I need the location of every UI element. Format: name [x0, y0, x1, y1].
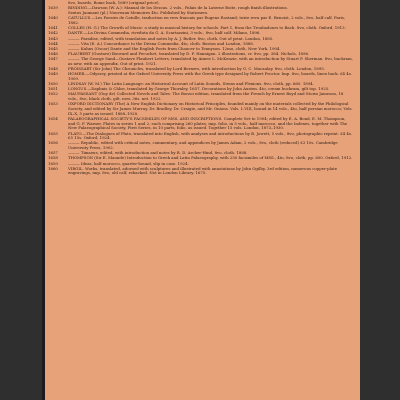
entry-text: PALAEOGRAPHICAL SOCIETY'S FACSIMILES OF MSS. AND INSCRIPTIONS. Complete Set to 1904; edited by E. A. Bond, E. M. Thompson, and G. F. Warner. Plates in series 1 and 2, each comprising 260 plates, imp. folio, in 5 vols., half morocco, and the Indexes, together with The New Palaeographical Society, First Series, in 10 parts, folio, as issued. Together 15 vols. London, 1873–1930. [68, 116, 348, 131]
entry-number: 1652 [48, 91, 58, 97]
entry-number: 1646 [48, 51, 58, 57]
entry-number: 1640 [48, 15, 58, 21]
entry-number: 1660 [48, 165, 58, 171]
catalogue-entry [48, 67, 354, 72]
entry-number: 1653 [48, 101, 58, 107]
catalogue-entry [48, 87, 354, 92]
entry-number: 1649 [48, 71, 58, 77]
catalogue-entry [48, 26, 354, 31]
catalogue-entry [48, 47, 354, 52]
catalogue-entry [48, 117, 354, 131]
entry-number: 1655 [48, 130, 58, 136]
entry-text: LONGUS.—Daphnis & Chloe, translated by George Thornley, 1657. Decorations by John Austen. 4to, cream buckram, gilt top. 1925. [68, 87, 330, 92]
entry-number: 1656 [48, 140, 58, 146]
catalogue-entry [48, 31, 354, 36]
entry-number: 1648 [48, 66, 58, 72]
entry-text: ——— Vita (E. A.) Concordance to the Divina Commedia. 4to, cloth. Boston and London, 1888. [68, 41, 254, 46]
entry-number: 1654 [48, 115, 58, 121]
entry-text: ——— Ideas, half morocco, quarter-bound, slip in case. 1924. [68, 161, 189, 166]
catalogue-entry [48, 82, 354, 87]
catalogue-entry [48, 11, 354, 16]
entry-text: ——— The George Sand—Gustave Flaubert Letters, translated by Aimee L. McKenzie, with an introduction by Stuart P. Sherman. 8vo, buckram, as new, with an appendix. Out of print. 1921. [68, 57, 353, 66]
entry-text: VIRGIL. Works, translated, adorned with sculptures and illustrated with annotations by John Ogilby, 3rd edition, numerous copper-plate engravings, imp. 8vo, old calf, rebacked. Not in London Library. 1675. [68, 166, 338, 176]
catalogue-entry [48, 6, 354, 11]
catalogue-entry [48, 132, 354, 142]
entry-number: 1658 [48, 155, 58, 161]
entry-text: PLATO.—The Dialogues of Plato, translated into English, with analyses and introductions by B. Jowett, 5 vols., 8vo, photographic reprint. £4 4s. £5 15s. Oxford, 1924. [68, 131, 353, 141]
catalogue-entry [48, 151, 354, 156]
entry-text: HOMER.—Odyssey, printed at the Oxford University Press with the Greek type designed by Robert Proctor. Imp. 8vo, boards, linen back. £4 4s. 1909. [68, 72, 352, 81]
catalogue-entry [48, 57, 354, 67]
entry-text: MAUPASSANT (Guy de) Collected Novels and Tales. The Borzoi edition, translated from the French by Ernest Boyd and Storm Jameson, 18 vols., 8vo, black cloth, gilt, new, 36s. net. 1922. [68, 92, 344, 102]
entry-text: Sextus Jaumant (pl.) Nouveaux Memoires 4to. Published by Stationers. [68, 11, 209, 16]
entry-number: 1643 [48, 35, 58, 41]
catalogue-entry [48, 92, 354, 102]
catalogue-entry [48, 156, 354, 161]
entry-text: FROISSART (Sir John) The Chronicles, translated by Lord Berners, with introduction by G. C. Macaulay. 8vo, cloth. London, 1895. [68, 67, 325, 72]
binding-gutter [42, 0, 45, 400]
entry-text: FLAUBERT (Gustave) Bouvard and Pecuchet, translated by D. F. Hannigan. 2 illustrations, cr. 8vo, pp. 384. Nichols, 1896. [68, 52, 310, 57]
entry-text: DANTE.—La Divina Commedia, riveduta da G. A. Scartazzini, 3 vols., 8vo, half calf. Milano, 1896. [68, 31, 261, 36]
entry-number: 1647 [48, 56, 58, 62]
catalogue-entry [48, 72, 354, 82]
entry-text: 8vo, boards, Rome back, 1689 (original price). [68, 1, 160, 5]
entry-text: CATULLUS.—Les Poesies de Catulle, traduction en vers francais par Eugene Rostand; texte revu par E. Benoist, 2 vols., 8vo, half calf. Paris, 1882. [68, 16, 346, 26]
catalogue-entry [48, 162, 354, 167]
entry-number: 1651 [48, 86, 58, 92]
catalogue-entry [48, 102, 354, 116]
entry-text: OXFORD DICTIONARY (The) A New English Dictionary on Historical Principles, founded mainly on the materials collected by the Philological Society, and edited by Sir James Murray, Dr. Bradley, Dr. Craigie, and Mr. Onions. Vols. I–VIII, bound in 14 vols., 4to, half persian morocco; Vols. IX–X, 5 parts as issued. 1888–1928. [68, 102, 353, 116]
catalogue-entry [48, 16, 354, 26]
entry-list [48, 1, 354, 177]
entry-text: ——— Paradise, edited, with translation and notes by A. J. Butler. 8vo, cloth. Out of print. London, 1885. [68, 36, 274, 41]
catalogue-entry [48, 52, 354, 57]
entry-number: 1642 [48, 30, 58, 36]
entry-text: BINDING.—Dawson (W. A.): Manual de los Dezcas. 2 vols., Palais de la Laterne Boite, rough finish illustrations. [68, 6, 288, 11]
entry-number: 1650 [48, 81, 58, 87]
catalogue-entry [48, 167, 354, 177]
entry-text: COLLES (H. G.) The Growth of Music: a study in musical history for schools. Part 1, from the Troubadours to Bach. 8vo, cloth. Oxford, 1913. [68, 26, 346, 31]
entry-number: 1641 [48, 25, 58, 31]
entry-text: ——— Republic, edited with critical notes, commentary, and appendices by James Adam, 2 vols., 8vo, cloth (reduced) £3 10s. Cambridge University Press, 1902. [68, 141, 338, 151]
catalogue-entry [48, 141, 354, 151]
catalogue-entry [48, 37, 354, 42]
entry-text: ——— Timaeus, edited, with introduction and notes by R. D. Archer-Hind, 8vo, cloth. 1888. [68, 151, 248, 156]
entry-text: ——— Kuhns (Oscar) Dante and the English Poets from Chaucer to Tennyson. 12mo, cloth. New York, 1904. [68, 46, 281, 51]
catalogue-page [42, 0, 360, 400]
entry-text: THOMPSON (Sir E. Maunde) Introduction to Greek and Latin Palaeography, with 250 facsimiles of MSS., 4to, 8vo, cloth, pp. 600. Oxford, 1912. [68, 156, 353, 161]
entry-text: LINDSAY (W. M.) The Latin Language: an Historical Account of Latin Sounds, Stems and Flexions. 8vo, cloth, pp. 660. 1894. [68, 82, 314, 87]
entry-number: 1644 [48, 40, 58, 46]
entry-number: 1639 [48, 5, 58, 11]
catalogue-entry [48, 42, 354, 47]
entry-number: 1645 [48, 45, 58, 51]
entry-number: 1657 [48, 150, 58, 156]
catalogue-entry [48, 1, 354, 6]
entry-number: 1659 [48, 160, 58, 166]
